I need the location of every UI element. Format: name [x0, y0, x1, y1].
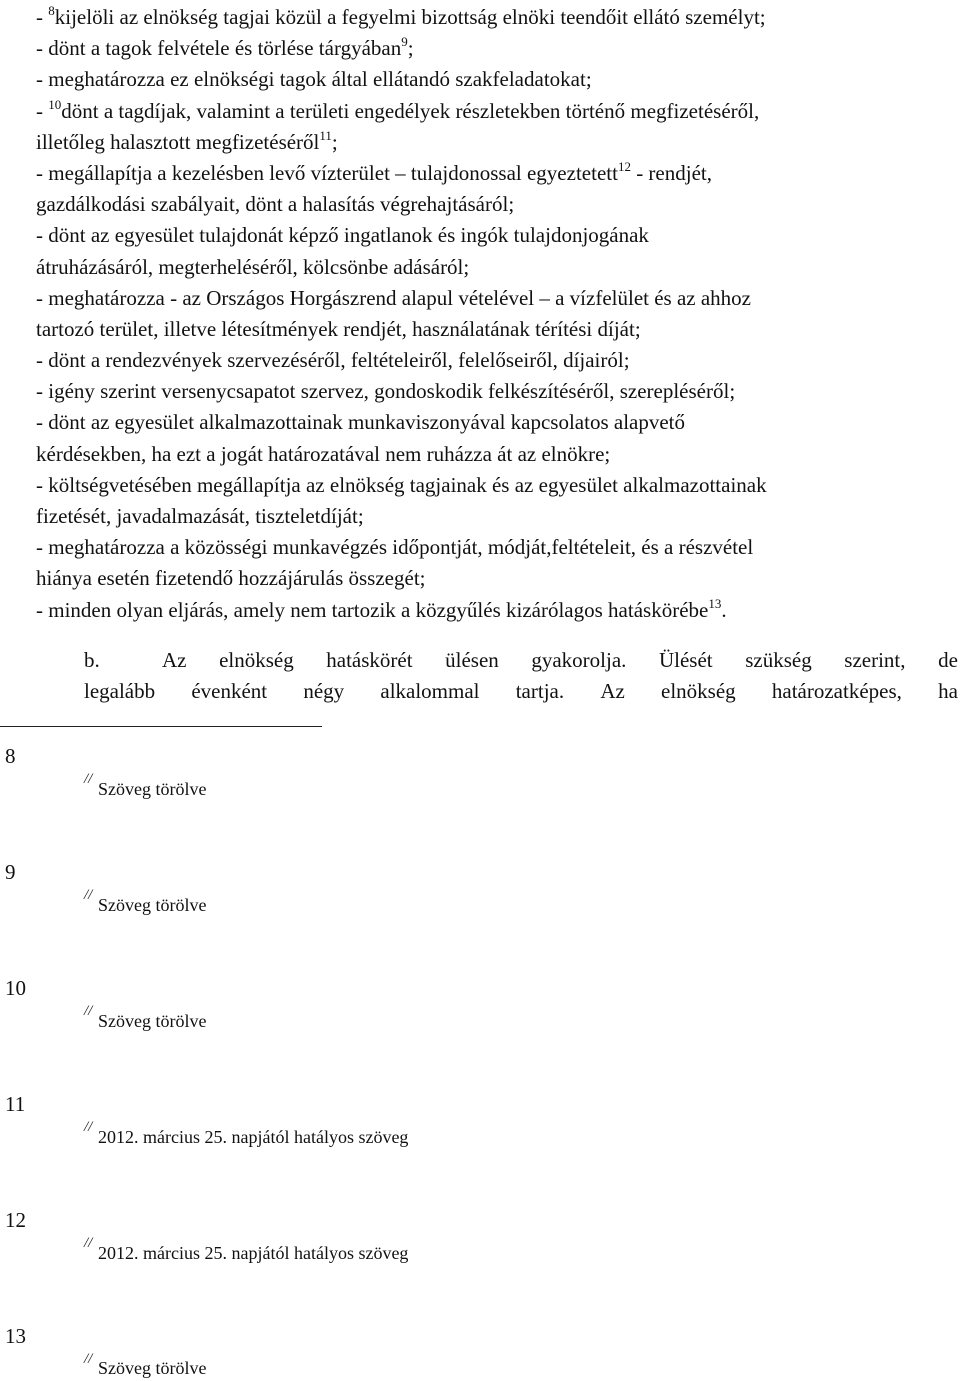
- text-line: - dönt a rendezvények szervezéséről, feltételeiről, felelőseiről, díjairól;: [36, 348, 630, 373]
- text-line: kérdésekben, ha ezt a jogát határozatával nem ruházza át az elnökre;: [36, 441, 611, 466]
- footnote-ref[interactable]: 9: [401, 34, 408, 50]
- footnote-text: 2012. március 25. napjától hatályos szöveg: [98, 1243, 409, 1263]
- text-line: - dönt az egyesület tulajdonát képző ingatlanok és ingók tulajdonjogának: [36, 223, 649, 248]
- text-line: - meghatározza - az Országos Horgászrend alapul vételével – a vízfelület és az ahhoz: [36, 285, 752, 310]
- footnote-number: 8: [5, 744, 16, 768]
- footnote-number: 12: [5, 1208, 26, 1232]
- text-line: illetőleg halasztott megfizetéséről$^{11}$;: [36, 127, 338, 154]
- paragraph-marker: b.: [84, 648, 100, 672]
- text-line: gazdálkodási szabályait, dönt a halasítás végrehajtásáról;: [36, 192, 515, 217]
- footnote-text: 2012. március 25. napjától hatályos szöveg: [98, 1127, 409, 1147]
- footnote-text: Szöveg törölve: [98, 895, 207, 915]
- text-line: átruházásáról, megterheléséről, kölcsönbe adásáról;: [36, 254, 470, 279]
- footnote-number: 9: [5, 860, 16, 884]
- text-line: - költségvetésében megállapítja az elnökség tagjainak és az egyesület alkalmazottainak: [36, 472, 767, 497]
- text-line: - minden olyan eljárás, amely nem tartozik a közgyűlés kizárólagos hatáskörébe$^{13}$.: [36, 595, 727, 622]
- revision-mark-icon: //: [84, 1119, 93, 1135]
- text-line: - $^8$kijelöli az elnökség tagjai közül a fegyelmi bizottság elnöki teendőit ellátó személyt;: [36, 3, 766, 29]
- paragraph-b: [84, 645, 958, 707]
- revision-mark-icon: //: [84, 771, 93, 787]
- footnote-number: 11: [5, 1092, 26, 1116]
- footnote-text: Szöveg törölve: [98, 779, 207, 799]
- footnote-number: 13: [5, 1324, 26, 1348]
- footnote-ref[interactable]: 11: [319, 127, 332, 143]
- footnote-ref[interactable]: 8: [48, 3, 55, 18]
- footnote-separator: [0, 726, 322, 727]
- revision-mark-icon: //: [84, 1351, 93, 1367]
- main-text: [36, 2, 948, 626]
- text-line: fizetését, javadalmazását, tiszteletdíját;: [36, 504, 364, 528]
- footnote-text: Szöveg törölve: [98, 1011, 207, 1031]
- text-line: - dönt az egyesület alkalmazottainak munkaviszonyával kapcsolatos alapvető: [36, 410, 686, 435]
- footnote-ref[interactable]: 10: [48, 96, 62, 112]
- paragraph-b-line-2: legalább évenként négy alkalommal tartja. Az elnökség határozatképes, ha: [84, 679, 958, 703]
- paragraph-b-line-1: b. Az elnökség hatáskörét ülésen gyakorolja. Ülését szükség szerint, de: [84, 645, 958, 676]
- revision-mark-icon: //: [84, 1003, 93, 1019]
- revision-mark-icon: //: [84, 1235, 93, 1251]
- text-line: tartozó terület, illetve létesítmények rendjét, használatának térítési díját;: [36, 316, 641, 341]
- text-line: - megállapítja a kezelésben levő vízterület – tulajdonossal egyeztetett$^{12}$ - rendjét,: [36, 158, 712, 185]
- footnote-text: Szöveg törölve: [98, 1358, 207, 1378]
- text-line: - dönt a tagok felvétele és törlése tárgyában$^9$;: [36, 34, 414, 61]
- revision-mark-icon: //: [84, 887, 93, 903]
- footnote-number: 10: [5, 976, 26, 1000]
- text-line: - igény szerint versenycsapatot szervez, gondoskodik felkészítéséről, szerepléséről;: [36, 379, 736, 404]
- footnote-ref[interactable]: 12: [617, 158, 631, 174]
- text-line: - $^{10}$dönt a tagdíjak, valamint a területi engedélyek részletekben történő megfizetéséről,: [36, 96, 760, 123]
- text-line: - meghatározza ez elnökségi tagok által ellátandó szakfeladatokat;: [36, 67, 592, 92]
- footnote-ref[interactable]: 13: [708, 595, 722, 611]
- text-line: hiánya esetén fizetendő hozzájárulás összegét;: [36, 566, 426, 591]
- text-line: - meghatározza a közösségi munkavégzés időpontját, módját,feltételeit, és a részvétel: [36, 535, 754, 560]
